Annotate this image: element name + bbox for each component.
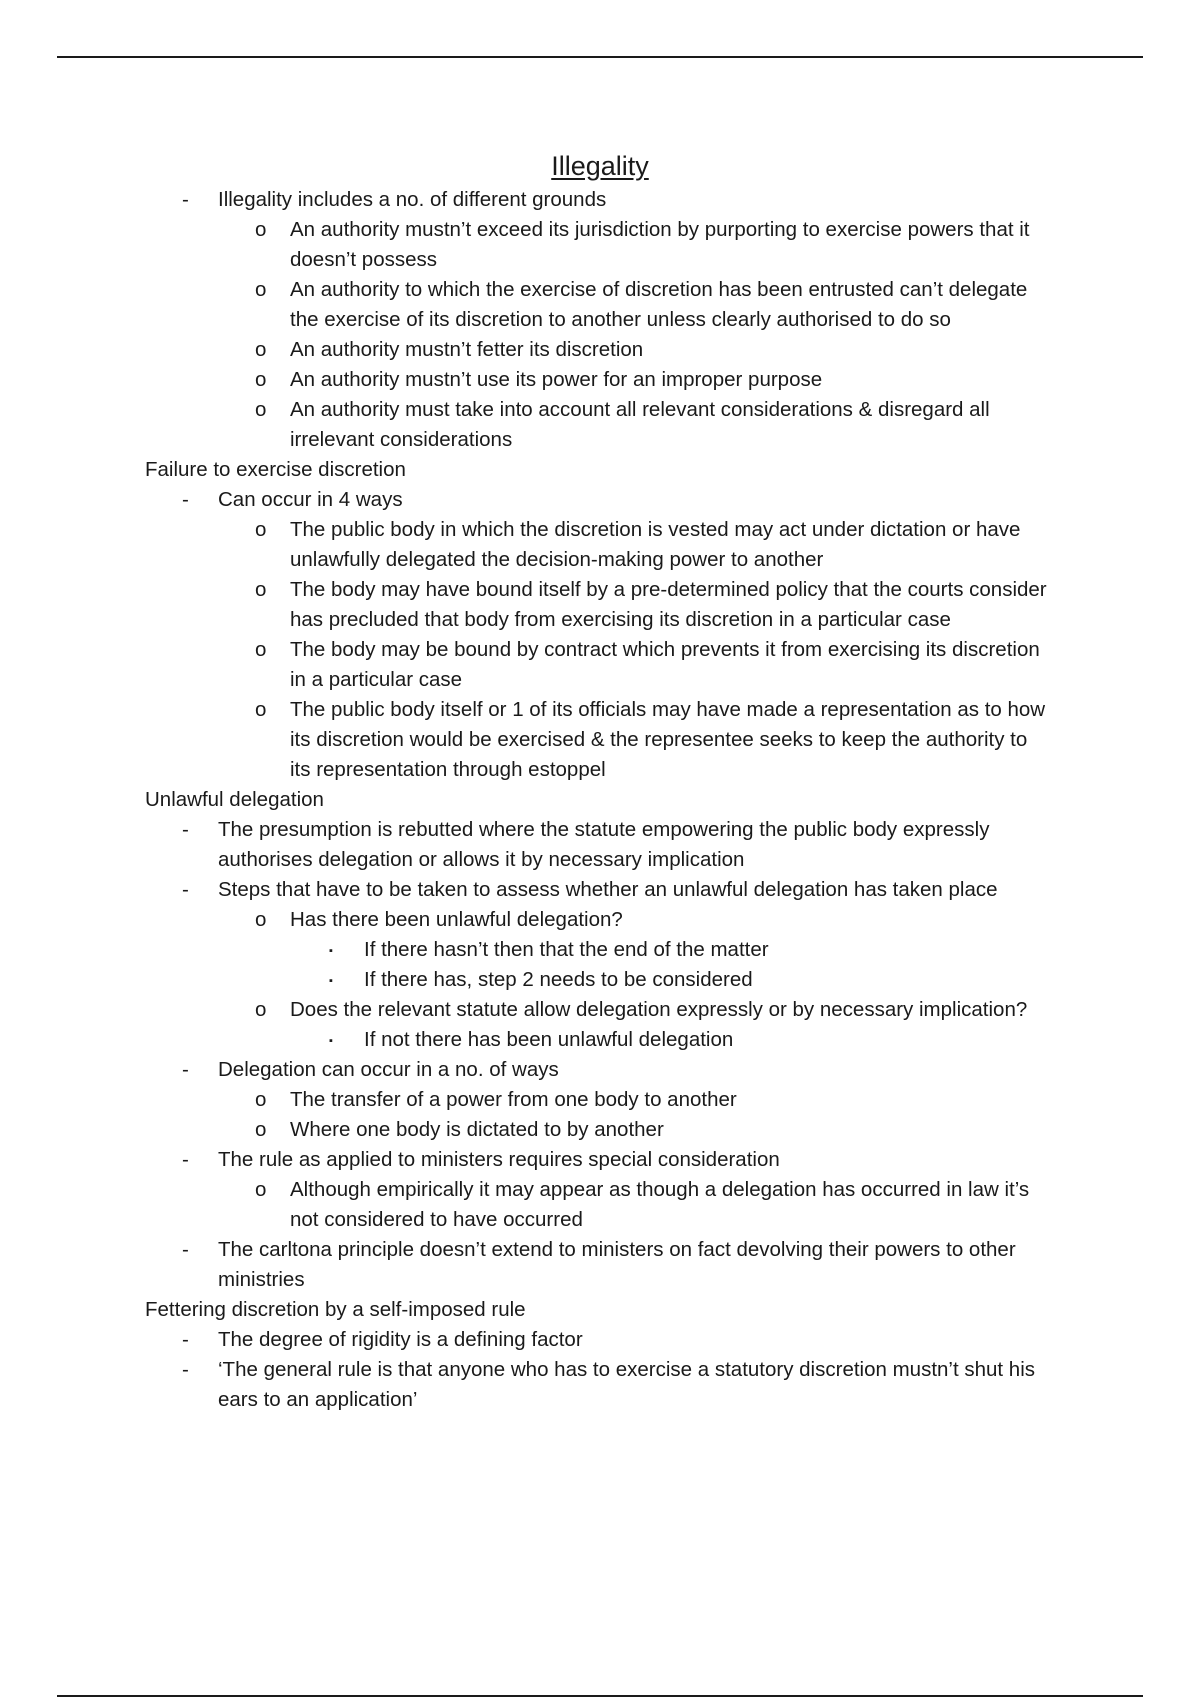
list-item (0, 335, 1200, 365)
list-item (0, 1325, 1200, 1355)
circle-bullet: o (255, 1088, 267, 1111)
list-item-text: The rule as applied to ministers requires special consideration (218, 1148, 780, 1171)
list-item-text: The body may have bound itself by a pre-determined policy that the courts consider has precluded that body from exercising its discretion in a particular case (290, 578, 1047, 631)
dash-bullet: - (182, 1358, 189, 1381)
dash-bullet: - (182, 878, 189, 901)
dash-bullet: - (182, 1058, 189, 1081)
list-item-text: The public body itself or 1 of its officials may have made a representation as to how its discretion would be exercised & the representee seeks to keep the authority to its representation through estoppel (290, 698, 1046, 781)
list-item (0, 185, 1200, 215)
circle-bullet: o (255, 1118, 267, 1141)
list-item (0, 1085, 1200, 1115)
footer-rule (57, 1695, 1143, 1697)
list-item-text: If there hasn’t then that the end of the matter (364, 938, 769, 961)
list-item-text: The carltona principle doesn’t extend to ministers on fact devolving their powers to other ministries (218, 1238, 1016, 1291)
circle-bullet: o (255, 518, 267, 541)
list-item (0, 995, 1200, 1025)
section-heading-delegation: Unlawful delegation (145, 788, 324, 811)
section-heading-failure: Failure to exercise discretion (145, 458, 406, 481)
list-item-text: Steps that have to be taken to assess whether an unlawful delegation has taken place (218, 878, 998, 901)
circle-bullet: o (255, 908, 267, 931)
list-item-text: An authority mustn’t fetter its discretion (290, 338, 644, 361)
circle-bullet: o (255, 278, 267, 301)
list-item-text: If there has, step 2 needs to be considered (364, 968, 753, 991)
circle-bullet: o (255, 368, 267, 391)
list-item (0, 965, 1200, 995)
dash-bullet: - (182, 818, 189, 841)
circle-bullet: o (255, 578, 267, 601)
section-heading-fettering: Fettering discretion by a self-imposed rule (145, 1298, 526, 1321)
list-item (0, 1025, 1200, 1055)
list-item (0, 1055, 1200, 1085)
list-item-text: Has there been unlawful delegation? (290, 908, 623, 931)
list-item (0, 1235, 1200, 1295)
circle-bullet: o (255, 338, 267, 361)
list-item (0, 215, 1200, 275)
list-item (0, 485, 1200, 515)
header-rule (57, 56, 1143, 58)
list-item-text: The presumption is rebutted where the statute empowering the public body expressly authorises delegation or allows it by necessary implication (218, 818, 990, 871)
circle-bullet: o (255, 998, 267, 1021)
list-item (0, 275, 1200, 335)
dash-bullet: - (182, 1328, 189, 1351)
dash-bullet: - (182, 1148, 189, 1171)
list-item-text: The body may be bound by contract which prevents it from exercising its discretion in a particular case (290, 638, 1040, 691)
list-item (0, 1115, 1200, 1145)
list-item (0, 365, 1200, 395)
list-item-text: Does the relevant statute allow delegation expressly or by necessary implication? (290, 998, 1028, 1021)
list-item-text: Although empirically it may appear as though a delegation has occurred in law it’s not considered to have occurred (290, 1178, 1030, 1231)
list-item-text: The transfer of a power from one body to another (290, 1088, 737, 1111)
list-item (0, 1145, 1200, 1175)
list-item (0, 575, 1200, 635)
circle-bullet: o (255, 638, 267, 661)
list-item-text: An authority mustn’t exceed its jurisdiction by purporting to exercise powers that it doesn’t possess (290, 218, 1030, 271)
circle-bullet: o (255, 698, 267, 721)
list-item (0, 1355, 1200, 1415)
list-item (0, 695, 1200, 785)
square-bullet: ▪ (329, 945, 333, 957)
document-body (0, 185, 1200, 1415)
dash-bullet: - (182, 188, 189, 211)
list-item-text: An authority mustn’t use its power for an improper purpose (290, 368, 823, 391)
list-item-text: Where one body is dictated to by another (290, 1118, 664, 1141)
list-item (0, 1175, 1200, 1235)
circle-bullet: o (255, 1178, 267, 1201)
dash-bullet: - (182, 1238, 189, 1261)
circle-bullet: o (255, 218, 267, 241)
list-item-text: An authority to which the exercise of discretion has been entrusted can’t delegate the exercise of its discretion to another unless clearly authorised to do so (290, 278, 1028, 331)
square-bullet: ▪ (329, 1035, 333, 1047)
square-bullet: ▪ (329, 975, 333, 987)
list-item-text: The public body in which the discretion is vested may act under dictation or have unlawfully delegated the decision-making power to another (290, 518, 1021, 571)
list-item (0, 905, 1200, 935)
list-item-text: The degree of rigidity is a defining factor (218, 1328, 583, 1351)
list-item-text: ‘The general rule is that anyone who has to exercise a statutory discretion mustn’t shut his ears to an application’ (218, 1358, 1036, 1411)
page-title: Illegality (551, 151, 649, 181)
list-item-text: Can occur in 4 ways (218, 488, 403, 511)
list-item-text: Illegality includes a no. of different grounds (218, 188, 607, 211)
dash-bullet: - (182, 488, 189, 511)
list-item-text: If not there has been unlawful delegation (364, 1028, 734, 1051)
list-item (0, 815, 1200, 875)
list-item-text: An authority must take into account all relevant considerations & disregard all irrelevant considerations (290, 398, 990, 451)
list-item (0, 515, 1200, 575)
list-item-text: Delegation can occur in a no. of ways (218, 1058, 559, 1081)
circle-bullet: o (255, 398, 267, 421)
list-item (0, 395, 1200, 455)
list-item (0, 635, 1200, 695)
list-item (0, 935, 1200, 965)
list-item (0, 875, 1200, 905)
